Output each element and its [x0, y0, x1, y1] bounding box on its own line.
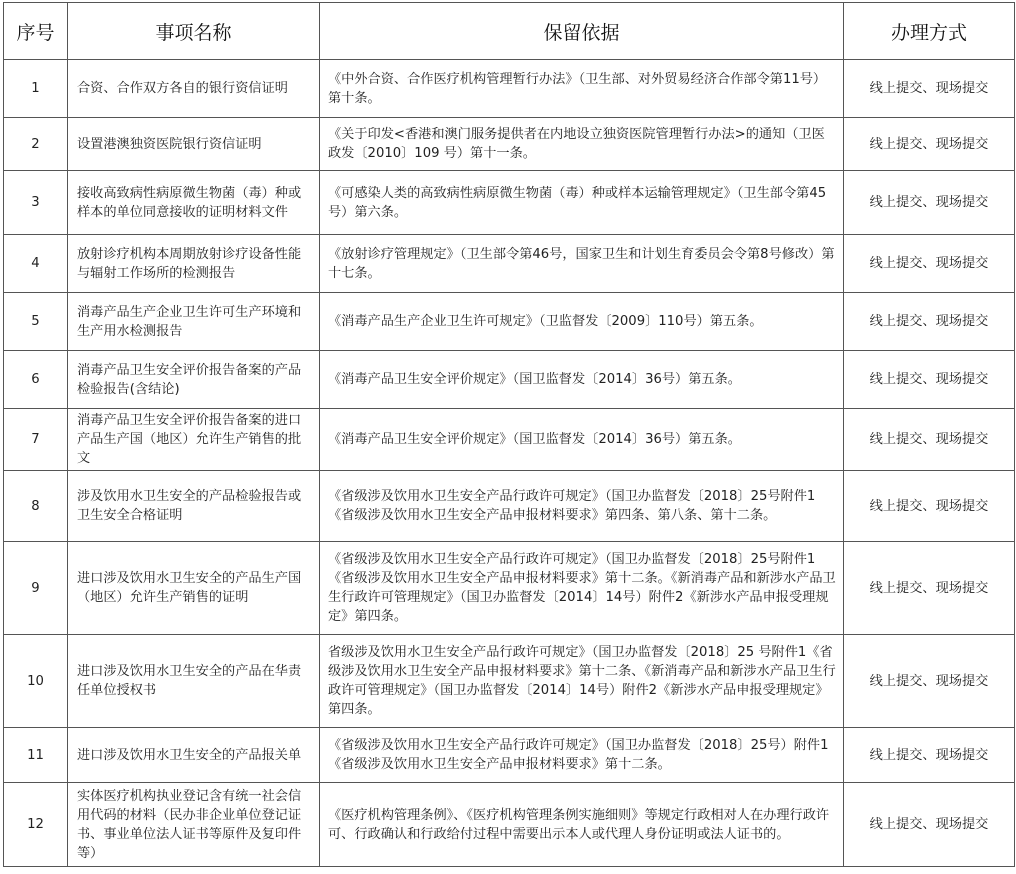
- table-row: [4, 783, 1015, 867]
- table-row: [4, 471, 1015, 542]
- row-basis: 《消毒产品卫生安全评价规定》（国卫监督发〔2014〕36号）第五条。: [320, 351, 844, 409]
- table-row: [4, 118, 1015, 171]
- row-method: 线上提交、现场提交: [844, 235, 1015, 293]
- row-basis: 《省级涉及饮用水卫生安全产品行政许可规定》（国卫办监督发〔2018〕25号附件1《省级涉及饮用水卫生安全产品申报材料要求》第四条、第八条、第十二条。: [320, 471, 844, 542]
- row-method: 线上提交、现场提交: [844, 542, 1015, 635]
- row-item-name: 消毒产品卫生安全评价报告备案的进口产品生产国（地区）允许生产销售的批文: [68, 409, 320, 471]
- table-row: [4, 409, 1015, 471]
- row-method: 线上提交、现场提交: [844, 409, 1015, 471]
- row-basis: 《中外合资、合作医疗机构管理暂行办法》（卫生部、对外贸易经济合作部令第11号）第十条。: [320, 60, 844, 118]
- table-row: [4, 171, 1015, 235]
- row-method: 线上提交、现场提交: [844, 118, 1015, 171]
- row-item-name: 设置港澳独资医院银行资信证明: [68, 118, 320, 171]
- row-index: 11: [4, 728, 68, 783]
- row-basis: 《关于印发<香港和澳门服务提供者在内地设立独资医院管理暂行办法>的通知（卫医政发〔2010〕109 号）第十一条。: [320, 118, 844, 171]
- row-index: 3: [4, 171, 68, 235]
- row-method: 线上提交、现场提交: [844, 351, 1015, 409]
- row-basis: 《消毒产品卫生安全评价规定》（国卫监督发〔2014〕36号）第五条。: [320, 409, 844, 471]
- row-item-name: 实体医疗机构执业登记含有统一社会信用代码的材料（民办非企业单位登记证书、事业单位法人证书等原件及复印件等）: [68, 783, 320, 867]
- row-method: 线上提交、现场提交: [844, 783, 1015, 867]
- row-method: 线上提交、现场提交: [844, 728, 1015, 783]
- table-row: [4, 235, 1015, 293]
- table-row: [4, 351, 1015, 409]
- row-item-name: 进口涉及饮用水卫生安全的产品在华责任单位授权书: [68, 635, 320, 728]
- row-item-name: 涉及饮用水卫生安全的产品检验报告或卫生安全合格证明: [68, 471, 320, 542]
- retained-materials-table: [3, 2, 1015, 867]
- header-item-name: 事项名称: [68, 3, 320, 60]
- row-index: 7: [4, 409, 68, 471]
- header-basis: 保留依据: [320, 3, 844, 60]
- row-index: 10: [4, 635, 68, 728]
- row-item-name: 合资、合作双方各自的银行资信证明: [68, 60, 320, 118]
- row-item-name: 消毒产品卫生安全评价报告备案的产品检验报告(含结论): [68, 351, 320, 409]
- row-index: 2: [4, 118, 68, 171]
- table-row: [4, 728, 1015, 783]
- row-index: 4: [4, 235, 68, 293]
- row-basis: 《省级涉及饮用水卫生安全产品行政许可规定》（国卫办监督发〔2018〕25号）附件1《省级涉及饮用水卫生安全产品申报材料要求》第十二条。: [320, 728, 844, 783]
- table-row: [4, 60, 1015, 118]
- row-item-name: 进口涉及饮用水卫生安全的产品报关单: [68, 728, 320, 783]
- row-index: 9: [4, 542, 68, 635]
- row-method: 线上提交、现场提交: [844, 293, 1015, 351]
- row-basis: 《放射诊疗管理规定》（卫生部令第46号，国家卫生和计划生育委员会令第8号修改）第十七条。: [320, 235, 844, 293]
- row-method: 线上提交、现场提交: [844, 171, 1015, 235]
- row-method: 线上提交、现场提交: [844, 635, 1015, 728]
- row-basis: 《消毒产品生产企业卫生许可规定》（卫监督发〔2009〕110号）第五条。: [320, 293, 844, 351]
- row-item-name: 接收高致病性病原微生物菌（毒）种或样本的单位同意接收的证明材料文件: [68, 171, 320, 235]
- row-item-name: 放射诊疗机构本周期放射诊疗设备性能与辐射工作场所的检测报告: [68, 235, 320, 293]
- row-method: 线上提交、现场提交: [844, 60, 1015, 118]
- row-index: 12: [4, 783, 68, 867]
- table-row: [4, 542, 1015, 635]
- row-item-name: 进口涉及饮用水卫生安全的产品生产国（地区）允许生产销售的证明: [68, 542, 320, 635]
- row-basis: 《可感染人类的高致病性病原微生物菌（毒）种或样本运输管理规定》（卫生部令第45号）第六条。: [320, 171, 844, 235]
- row-index: 5: [4, 293, 68, 351]
- header-row: [4, 3, 1015, 60]
- row-index: 1: [4, 60, 68, 118]
- row-basis: 《省级涉及饮用水卫生安全产品行政许可规定》（国卫办监督发〔2018〕25号附件1《省级涉及饮用水卫生安全产品申报材料要求》第十二条。《新消毒产品和新涉水产品卫生行政许可管理规定》（国卫办监督发〔2014〕14号）附件2《新涉水产品申报受理规定》第四条。: [320, 542, 844, 635]
- row-index: 6: [4, 351, 68, 409]
- header-method: 办理方式: [844, 3, 1015, 60]
- table-row: [4, 293, 1015, 351]
- table-row: [4, 635, 1015, 728]
- row-index: 8: [4, 471, 68, 542]
- row-basis: 省级涉及饮用水卫生安全产品行政许可规定》（国卫办监督发〔2018〕25 号附件1《省级涉及饮用水卫生安全产品申报材料要求》第十二条、《新消毒产品和新涉水产品卫生行政许可管理规定》（国卫办监督发〔2014〕14号）附件2《新涉水产品申报受理规定》第四条。: [320, 635, 844, 728]
- row-method: 线上提交、现场提交: [844, 471, 1015, 542]
- row-item-name: 消毒产品生产企业卫生许可生产环境和生产用水检测报告: [68, 293, 320, 351]
- row-basis: 《医疗机构管理条例》、《医疗机构管理条例实施细则》等规定行政相对人在办理行政许可、行政确认和行政给付过程中需要出示本人或代理人身份证明或法人证书的。: [320, 783, 844, 867]
- header-index: 序号: [4, 3, 68, 60]
